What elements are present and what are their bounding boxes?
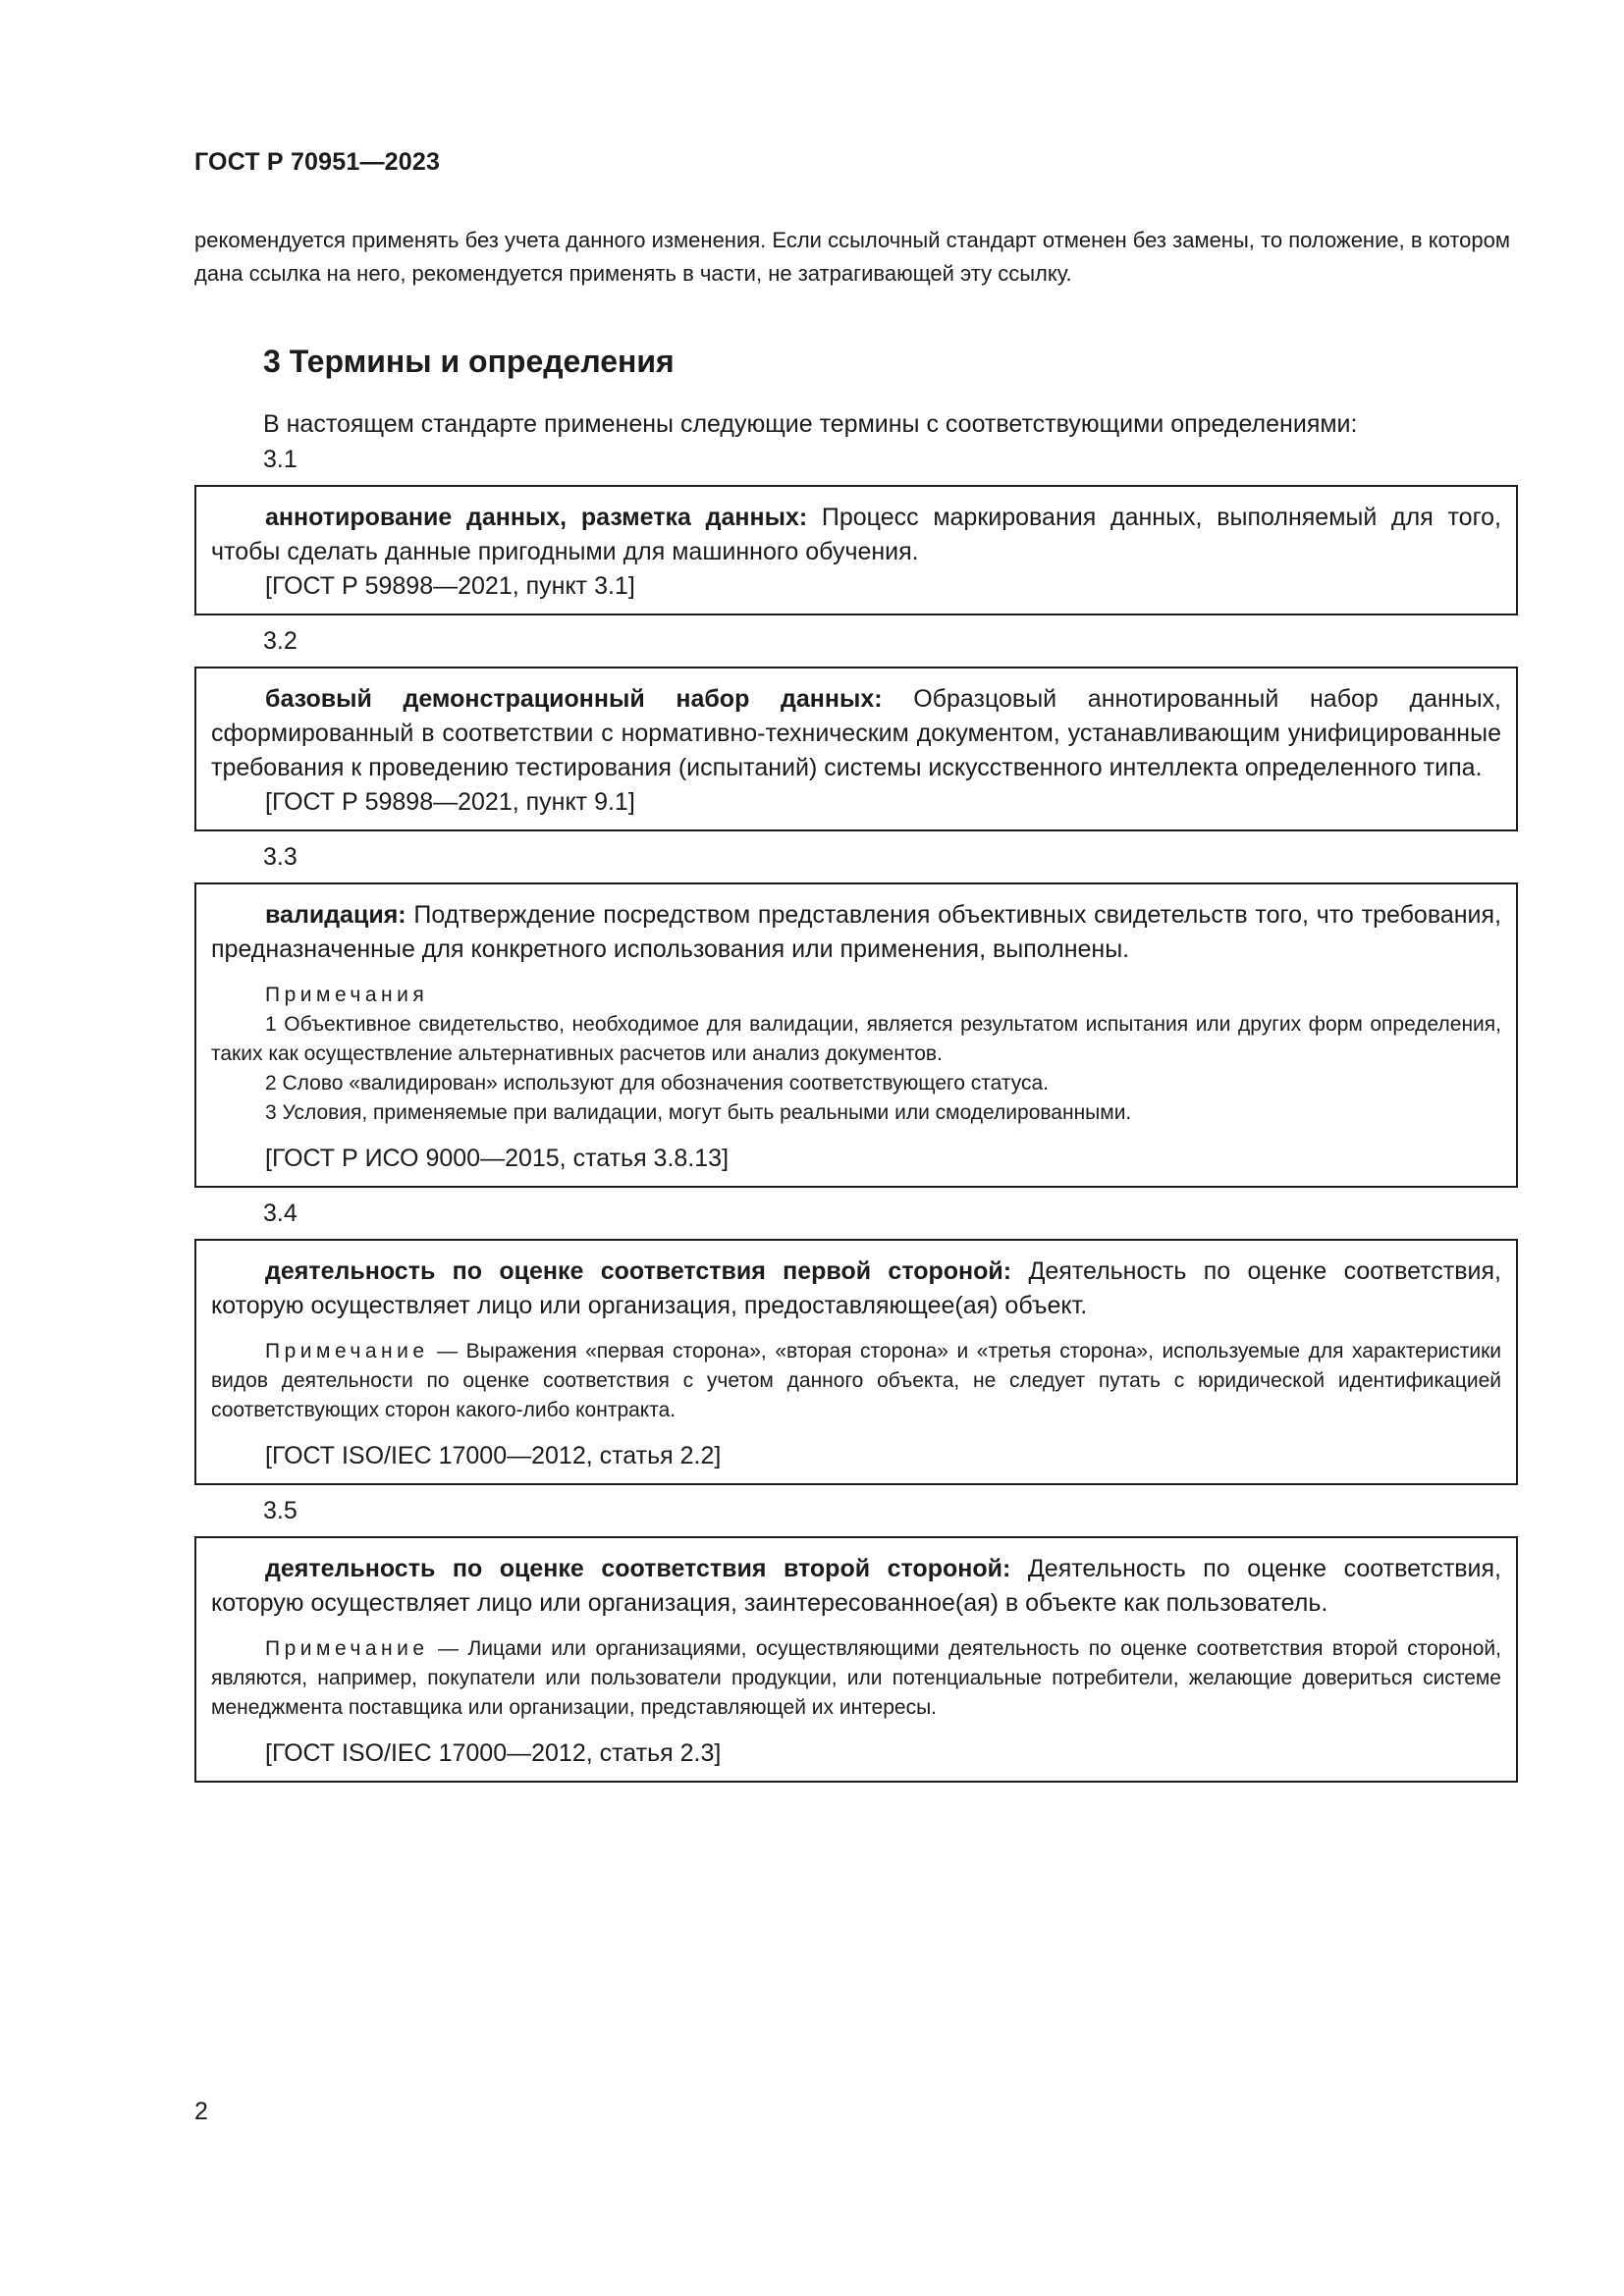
document-id: ГОСТ Р 70951—2023	[194, 148, 441, 176]
term-name: валидация:	[265, 901, 406, 929]
note-text: — Лицами или организациями, осуществляющими деятельность по оценке соответствия второй стороной, являются, например, покупатели или пользователи продукции, или потенциальные потребители, желающие довериться системе менеджмента поставщика или организации, представляющей их интересы.	[211, 1637, 1501, 1719]
term-source: [ГОСТ Р ИСО 9000—2015, статья 3.8.13]	[265, 1145, 730, 1172]
note-item	[211, 1634, 1501, 1723]
term-definition	[211, 501, 1501, 569]
term-name: деятельность по оценке соответствия первой стороной:	[265, 1257, 1012, 1285]
notes-block	[211, 981, 1501, 1128]
note-item: 3 Условия, применяемые при валидации, могут быть реальными или смоделированными.	[265, 1101, 1132, 1124]
intro-paragraph: рекомендуется применять без учета данного изменения. Если ссылочный стандарт отменен без замены, то положение, в котором дана ссылка на него, рекомендуется применять в части, не затрагивающей эту ссылку.	[194, 228, 1510, 286]
terms-list	[194, 438, 1518, 1790]
term-source: [ГОСТ ISO/IEC 17000—2012, статья 2.2]	[265, 1442, 722, 1469]
note-label: Примечание	[265, 1340, 429, 1362]
term-source: [ГОСТ ISO/IEC 17000—2012, статья 2.3]	[265, 1739, 722, 1767]
term-entry	[194, 667, 1518, 831]
definition-text: Деятельность по оценке соответствия, которую осуществляет лицо или организация, заинтересованное(ая) в объекте как пользователь.	[211, 1555, 1502, 1617]
note-text: — Выражения «первая сторона», «вторая сторона» и «третья сторона», используемые для характеристики видов деятельности по оценке соответствия с учетом данного объекта, не следует путать с юридической идентификацией соответствующих сторон какого-либо контракта.	[211, 1340, 1501, 1421]
term-definition	[211, 682, 1501, 785]
note-item	[211, 1337, 1501, 1425]
term-definition	[211, 1255, 1501, 1323]
term-entry	[194, 882, 1518, 1188]
notes-caption: Примечания	[265, 984, 429, 1006]
note-item: 1 Объективное свидетельство, необходимое для валидации, является результатом испытания или других форм определения, таких как осуществление альтернативных расчетов или анализ документов.	[211, 1013, 1501, 1065]
definition-text: Деятельность по оценке соответствия, которую осуществляет лицо или организация, предоставляющее(ая) объект.	[211, 1257, 1501, 1319]
term-number: 3.3	[263, 843, 298, 871]
term-source: [ГОСТ Р 59898—2021, пункт 3.1]	[265, 572, 635, 600]
term-number: 3.5	[263, 1497, 298, 1524]
term-definition	[211, 1552, 1501, 1621]
term-definition	[211, 898, 1501, 967]
term-entry	[194, 485, 1518, 615]
term-name: деятельность по оценке соответствия второй стороной:	[265, 1555, 1011, 1582]
term-number: 3.2	[263, 627, 298, 655]
term-source: [ГОСТ Р 59898—2021, пункт 9.1]	[265, 788, 635, 816]
definition-text: Образцовый аннотированный набор данных, сформированный в соответствии с нормативно-техническим документом, устанавливающим унифицированные требования к проведению тестирования (испытаний) системы искусственного интеллекта определенного типа.	[211, 685, 1502, 781]
term-number: 3.1	[263, 446, 298, 473]
term-name: аннотирование данных, разметка данных:	[265, 504, 808, 531]
term-entry	[194, 1536, 1518, 1783]
definition-text: Подтверждение посредством представления объективных свидетельств того, что требования, предназначенные для конкретного использования или применения, выполнены.	[211, 901, 1501, 963]
note-block	[211, 1634, 1501, 1723]
definition-text: Процесс маркирования данных, выполняемый для того, чтобы сделать данные пригодными для машинного обучения.	[211, 504, 1501, 565]
note-label: Примечание	[265, 1637, 429, 1660]
term-number: 3.4	[263, 1200, 298, 1227]
note-item: 2 Слово «валидирован» используют для обозначения соответствующего статуса.	[265, 1072, 1049, 1095]
note-block	[211, 1337, 1501, 1425]
term-entry	[194, 1239, 1518, 1485]
page-number: 2	[194, 2098, 208, 2125]
term-name: базовый демонстрационный набор данных:	[265, 685, 883, 713]
section-intro: В настоящем стандарте применены следующие термины с соответствующими определениями:	[263, 410, 1358, 438]
section-title: 3 Термины и определения	[263, 344, 675, 379]
